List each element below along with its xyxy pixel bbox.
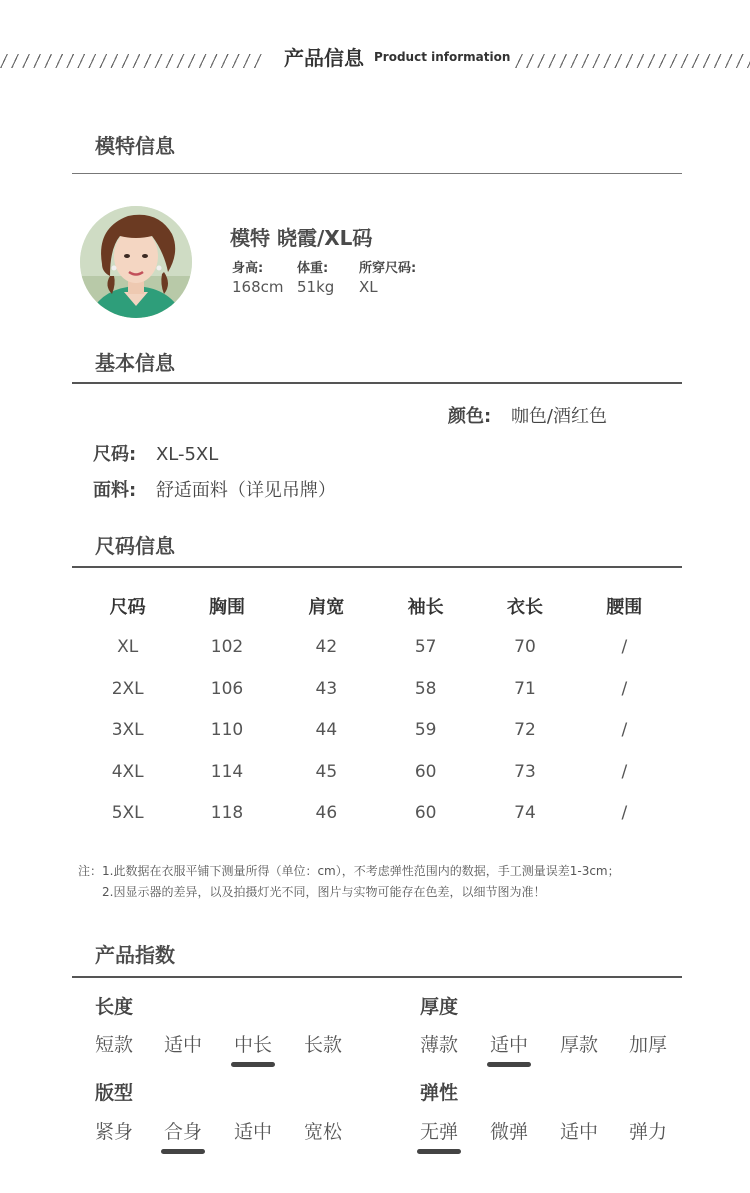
table-cell: 58: [414, 678, 437, 699]
size-table: [78, 585, 674, 834]
basic-section-divider: [72, 382, 682, 384]
model-name: 模特 晓霞/XL码: [230, 226, 373, 250]
table-cell: 71: [514, 678, 536, 699]
thickness-option-medium: 适中: [490, 1030, 528, 1057]
model-section-divider: [72, 173, 682, 174]
elasticity-option-none: 无弹: [420, 1117, 458, 1144]
length-label: 长度: [95, 996, 134, 1018]
selected-underline: [487, 1062, 531, 1067]
table-cell: 118: [210, 803, 244, 824]
measurement-note-2: 2.因显示器的差异，以及拍摄灯光不同，图片与实物可能存在色差，以细节图为准！: [102, 885, 546, 899]
table-row: [78, 668, 674, 710]
fit-label: 版型: [95, 1082, 134, 1104]
fabric-info: [93, 476, 336, 502]
table-row: [78, 751, 674, 793]
table-row: [78, 710, 674, 752]
color-label: 颜色:: [448, 406, 492, 427]
fit-option-fitted: 合身: [164, 1117, 202, 1144]
table-cell: /: [621, 637, 628, 658]
table-cell: 72: [514, 720, 536, 741]
table-row: [78, 627, 674, 669]
length-option-medium: 适中: [164, 1034, 203, 1056]
size-label: 尺码:: [93, 444, 137, 465]
table-cell: 43: [315, 678, 338, 699]
elasticity-label: 弹性: [420, 1082, 459, 1104]
table-cell: 70: [514, 637, 536, 658]
length-option-mid-long: 中长: [234, 1030, 272, 1057]
table-cell: 3XL: [111, 720, 144, 741]
thickness-label: 厚度: [420, 996, 459, 1018]
table-row: [78, 793, 674, 835]
measurement-note-1: 注：1.此数据在衣服平铺下测量所得（单位：cm），不考虑弹性范围内的数据，手工测量误差1-3cm；: [78, 864, 620, 878]
fabric-value: 舒适面料（详见吊牌）: [155, 480, 336, 501]
table-cell: 102: [210, 637, 244, 658]
table-cell: 2XL: [111, 678, 144, 699]
table-cell: 73: [514, 761, 536, 782]
table-header-cell: 腰围: [606, 596, 643, 618]
table-cell: /: [621, 803, 628, 824]
size-value: XL-5XL: [155, 444, 219, 465]
height-label: 身高:: [232, 261, 264, 276]
size-section-divider: [72, 566, 682, 568]
header-hatch-left: [0, 54, 265, 68]
model-size: [359, 257, 416, 296]
fit-option-tight: 紧身: [95, 1121, 134, 1143]
selected-underline: [161, 1149, 205, 1154]
header-hatch-right: [515, 54, 750, 68]
worn-size-value: XL: [359, 278, 378, 296]
table-cell: 46: [315, 803, 338, 824]
table-cell: 45: [315, 761, 338, 782]
table-cell: XL: [117, 637, 139, 658]
elasticity-option-medium: 适中: [560, 1121, 599, 1143]
table-header-cell: 肩宽: [308, 596, 345, 618]
selected-underline: [417, 1149, 461, 1154]
height-value: 168cm: [232, 278, 284, 296]
table-cell: /: [621, 761, 628, 782]
index-section-divider: [72, 976, 682, 978]
fit-option-loose: 宽松: [304, 1121, 343, 1143]
table-cell: 106: [210, 678, 244, 699]
worn-size-label: 所穿尺码:: [359, 261, 417, 276]
table-cell: 57: [414, 637, 437, 658]
table-cell: 60: [414, 761, 437, 782]
table-cell: 114: [210, 761, 244, 782]
table-cell: 44: [315, 720, 338, 741]
model-weight: [297, 257, 334, 296]
model-section-title: 模特信息: [95, 134, 175, 158]
table-cell: /: [621, 720, 628, 741]
color-info: [448, 402, 607, 428]
table-header-cell: 胸围: [208, 596, 245, 618]
size-section-title: 尺码信息: [95, 534, 175, 558]
model-avatar: [80, 206, 192, 318]
page-header: [0, 40, 750, 76]
size-info: [93, 440, 218, 466]
elasticity-option-slight: 微弹: [490, 1121, 529, 1143]
header-subtitle: Product information: [374, 50, 511, 64]
table-cell: 5XL: [111, 803, 144, 824]
weight-value: 51kg: [297, 278, 335, 296]
table-cell: /: [621, 678, 628, 699]
model-height: [232, 257, 284, 296]
thickness-option-thin: 薄款: [420, 1034, 459, 1056]
model-portrait-image: [80, 206, 192, 318]
length-option-short: 短款: [95, 1034, 134, 1056]
weight-label: 体重:: [297, 261, 329, 276]
table-cell: 74: [514, 803, 536, 824]
selected-underline: [231, 1062, 275, 1067]
elasticity-option-stretch: 弹力: [629, 1121, 668, 1143]
thickness-option-extra-thick: 加厚: [629, 1034, 668, 1056]
length-option-long: 长款: [304, 1034, 343, 1056]
basic-section-title: 基本信息: [95, 351, 175, 375]
table-header-row: [78, 585, 674, 627]
table-cell: 59: [414, 720, 437, 741]
table-cell: 42: [315, 637, 338, 658]
table-header-cell: 衣长: [506, 596, 543, 618]
index-section-title: 产品指数: [95, 943, 175, 967]
table-header-cell: 袖长: [407, 596, 444, 618]
fit-option-medium: 适中: [234, 1121, 273, 1143]
table-cell: 110: [210, 720, 244, 741]
color-value: 咖色/酒红色: [510, 406, 608, 427]
table-cell: 60: [414, 803, 437, 824]
thickness-option-thick: 厚款: [560, 1034, 599, 1056]
table-cell: 4XL: [111, 761, 144, 782]
table-header-cell: 尺码: [109, 596, 146, 618]
header-title: 产品信息: [284, 46, 364, 70]
fabric-label: 面料:: [93, 480, 137, 501]
